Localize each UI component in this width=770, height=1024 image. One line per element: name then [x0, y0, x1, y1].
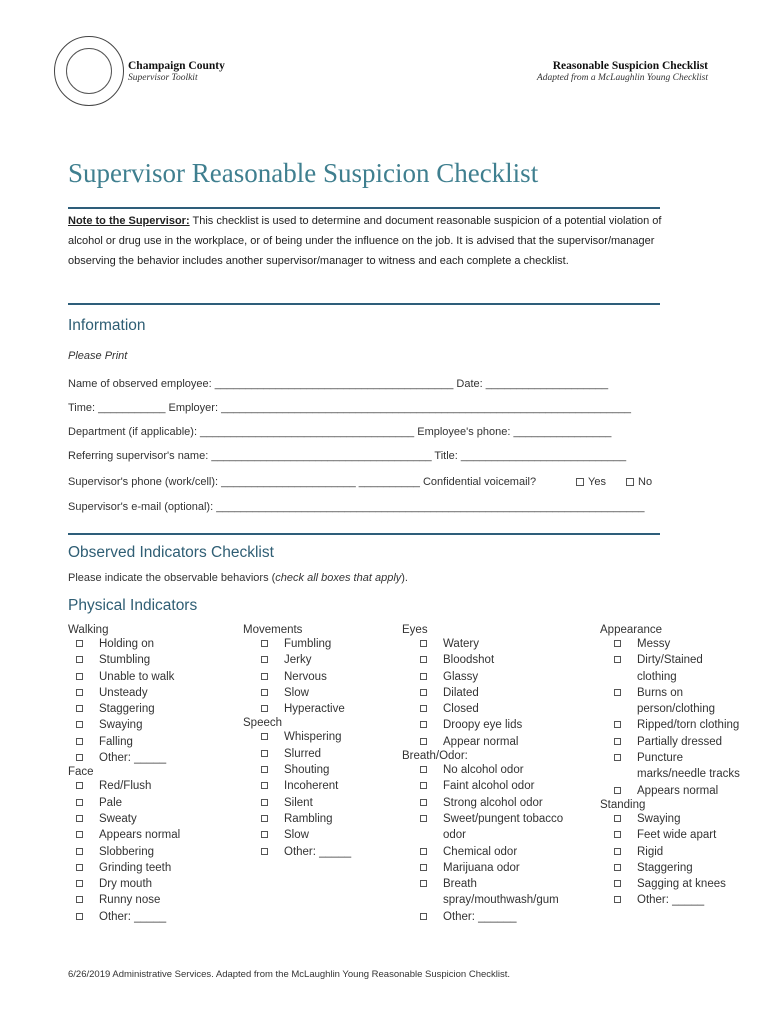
checkbox[interactable]	[614, 880, 621, 887]
checklist-item-label: Whispering	[284, 731, 342, 744]
checklist-item-label: Sagging at knees	[637, 878, 726, 891]
checklist-item-label: Shouting	[284, 764, 330, 777]
checkbox[interactable]	[614, 656, 621, 663]
checklist-item-label: Burns on person/clothing	[637, 686, 715, 716]
speech-label: Speech	[243, 717, 283, 730]
checkbox[interactable]	[76, 738, 83, 745]
checklist-item[interactable]	[68, 750, 238, 766]
checklist-item-label: Breath spray/mouthwash/gum	[443, 878, 559, 907]
checklist-item[interactable]	[402, 811, 582, 844]
checklist-item-label: Fumbling	[284, 638, 332, 650]
checklist-item-label: Red/Flush	[99, 780, 152, 793]
checklist-item[interactable]	[402, 762, 582, 778]
checklist-item-label: Messy	[637, 638, 671, 650]
checkbox[interactable]	[76, 848, 83, 855]
checklist-item[interactable]	[600, 892, 740, 908]
checklist-item[interactable]	[600, 811, 740, 827]
checklist-item[interactable]	[68, 717, 238, 733]
checklist-item[interactable]	[68, 909, 238, 925]
checklist-item-label: Dilated	[443, 686, 479, 699]
checkbox[interactable]	[614, 640, 621, 647]
checklist-item-label: Ripped/torn clothing	[637, 719, 740, 732]
checklist-item[interactable]	[402, 909, 582, 925]
checklist-item[interactable]	[243, 652, 393, 668]
checklist-item-label: Grinding teeth	[99, 861, 172, 874]
checklist-item[interactable]	[68, 811, 238, 827]
checklist-item-label: Dry mouth	[99, 878, 153, 891]
checkbox[interactable]	[420, 656, 427, 663]
face-label: Face	[68, 766, 94, 779]
checklist-item[interactable]	[68, 685, 238, 701]
checklist-item-label: Staggering	[99, 703, 155, 716]
checklist-item-label: Slow	[284, 829, 309, 842]
checklist-item[interactable]	[600, 636, 740, 652]
checkbox[interactable]	[76, 913, 83, 920]
eyes-label: Eyes	[402, 624, 428, 636]
checklist-item[interactable]	[402, 701, 582, 717]
checklist-item[interactable]	[600, 750, 740, 783]
no-checkbox[interactable]	[626, 478, 634, 486]
checkbox[interactable]	[261, 656, 268, 663]
column-walking-face	[68, 624, 238, 925]
checklist-item[interactable]	[402, 795, 582, 811]
checklist-item-label: Other: _____	[99, 752, 167, 765]
checklist-item[interactable]	[243, 778, 393, 794]
checklist-item-label: Feet wide apart	[637, 829, 717, 842]
checklist-item[interactable]	[68, 652, 238, 668]
checklist-item[interactable]	[68, 844, 238, 860]
please-print: Please Print	[68, 350, 128, 362]
checklist-item-label: Appears normal	[99, 829, 181, 842]
checkbox[interactable]	[261, 673, 268, 680]
checkbox[interactable]	[76, 815, 83, 822]
referring-supervisor-field[interactable]: Referring supervisor's name: ____________________________________ Title: ___________________________	[68, 450, 627, 462]
checklist-item[interactable]	[243, 701, 393, 717]
checklist-item[interactable]	[600, 783, 740, 799]
checklist-item-label: Stumbling	[99, 654, 151, 667]
org-name: Champaign County	[128, 60, 225, 72]
checklist-item-label: Pale	[99, 796, 123, 809]
checkbox[interactable]	[614, 787, 621, 794]
checkbox[interactable]	[420, 799, 427, 806]
checklist-item-label: Rambling	[284, 812, 333, 825]
standing-label: Standing	[600, 798, 646, 811]
physical-heading: Physical Indicators	[68, 597, 198, 614]
checkbox[interactable]	[614, 864, 621, 871]
note-text: This checklist is used to determine and document reasonable suspicion of a potential violation of alcohol or drug use in the workplace, or of being under the influence on the job. It is advised that the supervisor/manager observing the behavior includes another supervisor/manager to witness and each complete a checklist.	[68, 215, 662, 267]
checklist-item-label: Droopy eye lids	[443, 719, 523, 732]
checkbox[interactable]	[420, 913, 427, 920]
checklist-item[interactable]	[243, 827, 393, 843]
page-title: Supervisor Reasonable Suspicion Checklist	[68, 158, 539, 188]
checkbox[interactable]	[261, 848, 268, 855]
checklist-item-label: Partially dressed	[637, 735, 723, 748]
checklist-item[interactable]	[402, 685, 582, 701]
checklist-item[interactable]	[68, 636, 238, 652]
checklist-item[interactable]	[402, 844, 582, 860]
checkbox[interactable]	[261, 689, 268, 696]
checklist-item-label: Slobbering	[99, 845, 154, 858]
checklist-item-label: Sweaty	[99, 812, 137, 825]
note-divider	[68, 303, 660, 305]
checklist-item-label: Runny nose	[99, 894, 161, 907]
checklist-item-label: Marijuana odor	[443, 861, 520, 874]
checkbox[interactable]	[420, 864, 427, 871]
checklist-item[interactable]	[68, 734, 238, 750]
checklist-item[interactable]	[243, 729, 393, 745]
checklist-item[interactable]	[68, 778, 238, 794]
time-employer-field[interactable]: Time: ___________ Employer: ___________________________________________________________________	[68, 402, 631, 414]
voicemail-yes-option[interactable]: Yes	[576, 476, 606, 488]
checkbox[interactable]	[420, 721, 427, 728]
checklist-item[interactable]	[402, 669, 582, 685]
checklist-item-label: Staggering	[637, 861, 693, 874]
checkbox[interactable]	[261, 782, 268, 789]
yes-checkbox[interactable]	[576, 478, 584, 486]
checklist-item-label: No alcohol odor	[443, 764, 524, 777]
checklist-item[interactable]	[402, 860, 582, 876]
checklist-item-label: Glassy	[443, 670, 479, 683]
checklist-item-label: Other: _____	[637, 894, 705, 907]
checklist-item-label: Swaying	[637, 812, 681, 825]
checklist-item[interactable]	[402, 734, 582, 750]
breath-label: Breath/Odor:	[402, 750, 468, 763]
checkbox[interactable]	[76, 689, 83, 696]
checkbox[interactable]	[614, 848, 621, 855]
checklist-item-label: Jerky	[284, 654, 312, 667]
checkbox[interactable]	[261, 815, 268, 822]
checkbox[interactable]	[420, 705, 427, 712]
checklist-item-label: Slurred	[284, 747, 322, 760]
checklist-item-label: Bloodshot	[443, 654, 495, 667]
checklist-item-label: Holding on	[99, 638, 154, 650]
checklist-item-label: Chemical odor	[443, 845, 518, 858]
checkbox[interactable]	[261, 640, 268, 647]
supervisor-email-field[interactable]: Supervisor's e-mail (optional): ______________________________________________________________________	[68, 501, 645, 513]
checklist-item-label: Sweet/pungent tobacco odor	[443, 812, 564, 842]
checkbox[interactable]	[420, 848, 427, 855]
checkbox[interactable]	[420, 782, 427, 789]
checklist-item-label: Falling	[99, 735, 133, 748]
checklist-item[interactable]	[402, 876, 582, 909]
checklist-item-label: Watery	[443, 638, 479, 650]
checkbox[interactable]	[76, 799, 83, 806]
checkbox[interactable]	[261, 705, 268, 712]
checklist-item[interactable]	[243, 811, 393, 827]
checklist-item[interactable]	[243, 636, 393, 652]
checklist-item-label: Incoherent	[284, 780, 339, 793]
checklist-item[interactable]	[402, 717, 582, 733]
checkbox[interactable]	[76, 640, 83, 647]
checklist-item[interactable]	[243, 795, 393, 811]
checklist-item-label: Nervous	[284, 670, 327, 683]
checkbox[interactable]	[614, 831, 621, 838]
checklist-item-label: Silent	[284, 796, 313, 809]
checkbox[interactable]	[261, 766, 268, 773]
checkbox[interactable]	[614, 896, 621, 903]
org-subtitle: Supervisor Toolkit	[128, 73, 198, 83]
checklist-item[interactable]	[68, 701, 238, 717]
checklist-item-label: Appears normal	[637, 784, 719, 797]
checklist-item[interactable]	[600, 827, 740, 843]
supervisor-phone-field[interactable]: Supervisor's phone (work/cell): ______________________ __________ Confidential voicemail?	[68, 476, 537, 488]
checkbox[interactable]	[76, 754, 83, 761]
column-movements-speech	[243, 624, 393, 860]
checklist-item[interactable]	[600, 734, 740, 750]
checkbox[interactable]	[614, 754, 621, 761]
county-seal-logo	[54, 36, 124, 106]
observed-instruction: Please indicate the observable behaviors (check all boxes that apply).	[68, 572, 408, 584]
checklist-item[interactable]	[243, 746, 393, 762]
column-eyes-breath	[402, 624, 582, 925]
checkbox[interactable]	[76, 721, 83, 728]
checkbox[interactable]	[614, 738, 621, 745]
checklist-item[interactable]	[243, 762, 393, 778]
appearance-label: Appearance	[600, 624, 663, 636]
checklist-item[interactable]	[243, 844, 393, 860]
checkbox[interactable]	[76, 880, 83, 887]
checkbox[interactable]	[76, 673, 83, 680]
column-appearance-standing	[600, 624, 740, 909]
checklist-item[interactable]	[600, 844, 740, 860]
checklist-item-label: Other: _____	[99, 910, 167, 923]
checklist-item[interactable]	[600, 717, 740, 733]
employee-name-field[interactable]: Name of observed employee: _______________________________________ Date: ____________________	[68, 378, 609, 390]
supervisor-note	[68, 211, 664, 271]
checklist-item[interactable]	[243, 685, 393, 701]
checklist-item-label: Appear normal	[443, 735, 519, 748]
checklist-item[interactable]	[68, 827, 238, 843]
checklist-item[interactable]	[68, 876, 238, 892]
checkbox[interactable]	[420, 738, 427, 745]
checklist-item[interactable]	[600, 860, 740, 876]
checkbox[interactable]	[420, 815, 427, 822]
checklist-item-label: Swaying	[99, 719, 143, 732]
checkbox[interactable]	[420, 880, 427, 887]
checkbox[interactable]	[420, 766, 427, 773]
page-footer: 6/26/2019 Administrative Services. Adapted from the McLaughlin Young Reasonable Suspicion Checklist.	[68, 969, 511, 980]
doc-subtitle-header: Adapted from a McLaughlin Young Checklist	[536, 73, 708, 83]
checkbox[interactable]	[76, 831, 83, 838]
checkbox[interactable]	[261, 750, 268, 757]
checkbox[interactable]	[614, 689, 621, 696]
checklist-item[interactable]	[600, 652, 740, 685]
observed-heading: Observed Indicators Checklist	[68, 544, 274, 561]
checklist-item[interactable]	[68, 669, 238, 685]
checklist-item-label: Rigid	[637, 845, 664, 858]
checkbox[interactable]	[614, 815, 621, 822]
checkbox[interactable]	[420, 689, 427, 696]
checklist-item-label: Strong alcohol odor	[443, 796, 543, 809]
checklist-item[interactable]	[402, 778, 582, 794]
checkbox[interactable]	[420, 640, 427, 647]
checklist-item[interactable]	[68, 892, 238, 908]
checklist-item[interactable]	[68, 795, 238, 811]
checklist-item-label: Slow	[284, 686, 309, 699]
checklist-item[interactable]	[402, 652, 582, 668]
checkbox[interactable]	[261, 799, 268, 806]
checklist-item-label: Closed	[443, 703, 479, 716]
checklist-item-label: Dirty/Stained clothing	[637, 654, 703, 683]
note-label: Note to the Supervisor:	[68, 215, 190, 227]
checklist-item-label: Puncture marks/needle tracks	[637, 752, 740, 781]
checklist-item[interactable]	[600, 876, 740, 892]
checkbox[interactable]	[420, 673, 427, 680]
checkbox[interactable]	[614, 721, 621, 728]
checkbox[interactable]	[76, 656, 83, 663]
information-divider	[68, 533, 660, 535]
checklist-item[interactable]	[243, 669, 393, 685]
department-phone-field[interactable]: Department (if applicable): ___________________________________ Employee's phone: ________________	[68, 426, 612, 438]
checklist-item-label: Other: _____	[284, 845, 352, 858]
doc-title-header: Reasonable Suspicion Checklist	[552, 60, 708, 72]
checklist-item-label: Other: ______	[443, 910, 517, 923]
movements-label: Movements	[243, 624, 303, 636]
title-divider	[68, 207, 660, 209]
walking-label: Walking	[68, 624, 109, 636]
checkbox[interactable]	[76, 864, 83, 871]
checklist-item-label: Faint alcohol odor	[443, 780, 535, 793]
checkbox[interactable]	[261, 831, 268, 838]
checklist-item[interactable]	[402, 636, 582, 652]
checkbox[interactable]	[261, 733, 268, 740]
information-heading: Information	[68, 317, 146, 334]
checkbox[interactable]	[76, 705, 83, 712]
checkbox[interactable]	[76, 782, 83, 789]
checklist-item-label: Unable to walk	[99, 670, 175, 683]
checklist-item-label: Hyperactive	[284, 703, 345, 716]
checklist-item[interactable]	[68, 860, 238, 876]
checkbox[interactable]	[76, 896, 83, 903]
checklist-item[interactable]	[600, 685, 740, 718]
checklist-item-label: Unsteady	[99, 686, 148, 699]
voicemail-no-option[interactable]: No	[626, 476, 652, 488]
